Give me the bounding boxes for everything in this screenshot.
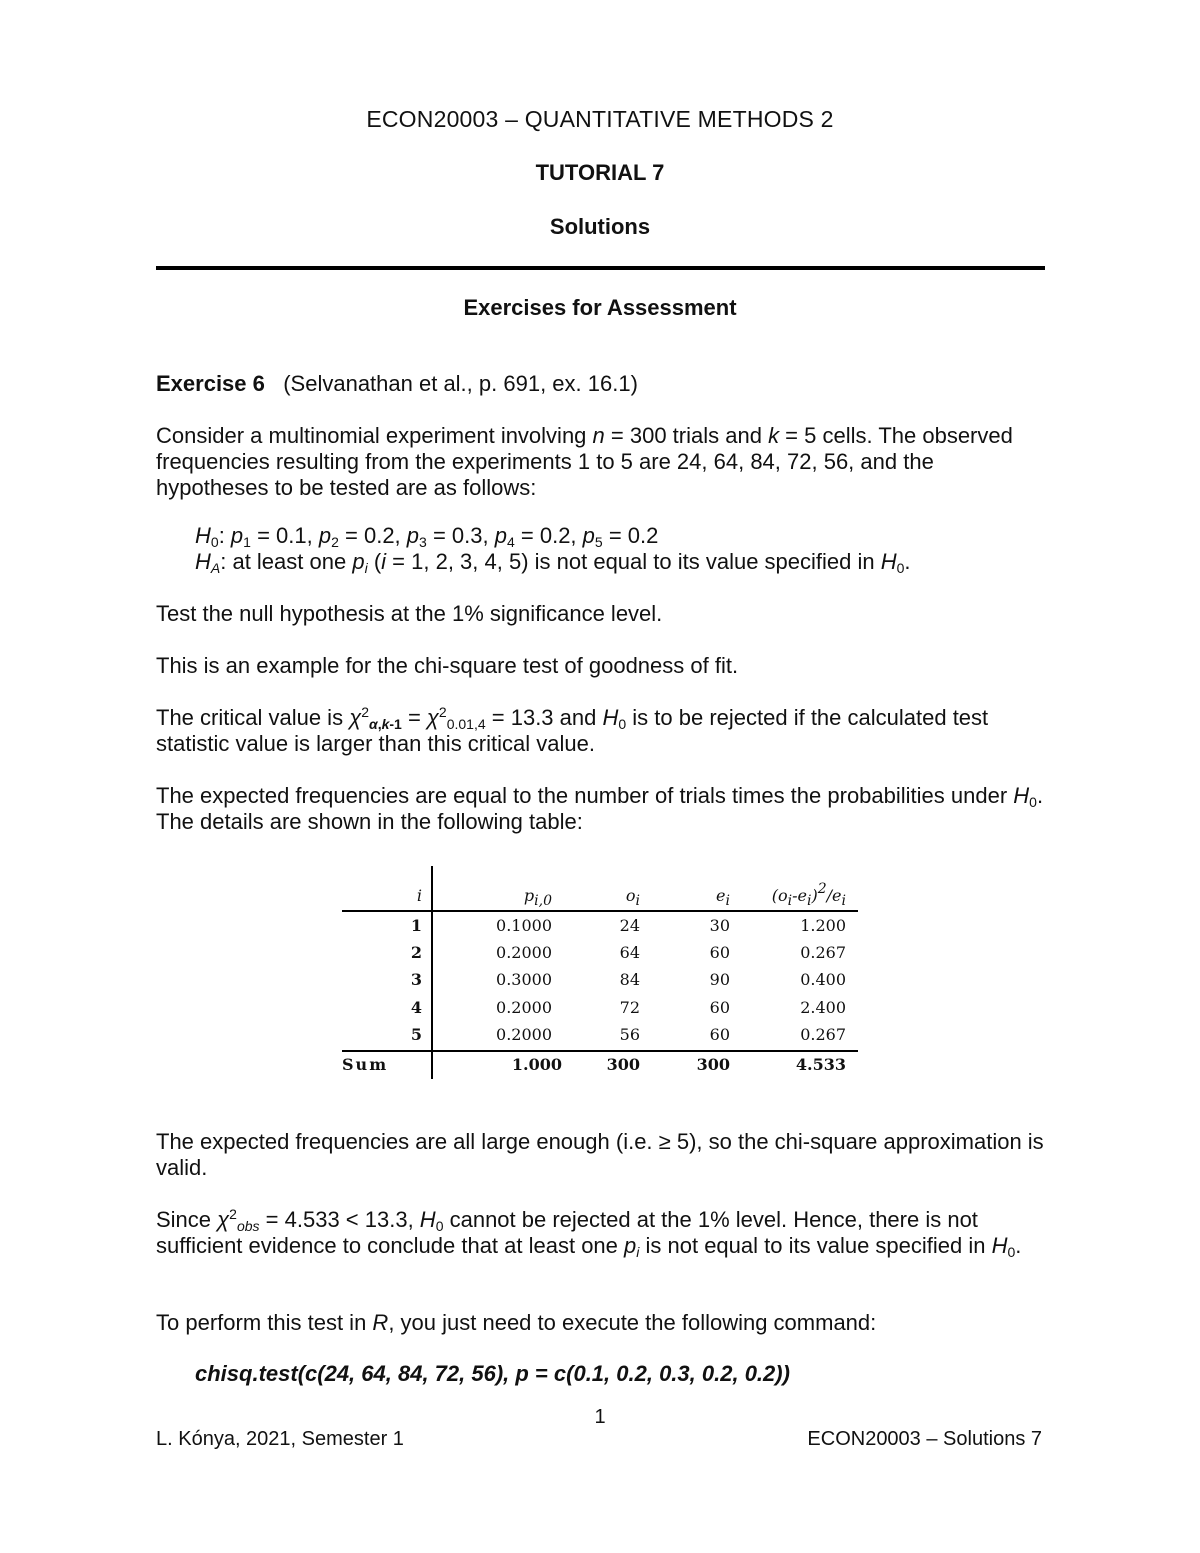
cell-chi-component: 2.400 xyxy=(800,998,846,1017)
cell-chi-component: 0.267 xyxy=(800,1025,846,1044)
significance-instruction: Test the null hypothesis at the 1% significance level. xyxy=(156,601,663,626)
conclusion-paragraph: Since $\chi^2_{obs} = 4.533 < 13.3$, $H_0$ cannot be rejected at the 1% level. Hence, there is not sufficient evidence to conclude that at least one $p_i$ is not equal to its value specified in $H_0$. xyxy=(156,1206,1022,1260)
r-command: chisq.test(c(24, 64, 84, 72, 56), p = c(0.1, 0.2, 0.3, 0.2, 0.2)) xyxy=(195,1361,790,1386)
sum-chi-component: 4.533 xyxy=(795,1055,846,1074)
sum-pi0: 1.000 xyxy=(511,1055,562,1074)
exercise-heading xyxy=(156,371,1046,397)
section-title: Exercises for Assessment xyxy=(463,295,737,320)
cell-i: 4 xyxy=(410,998,422,1017)
problem-statement: Consider a multinomial experiment involving n = 300 trials and k = 5 cells. The observed frequencies resulting from the experiments 1 to 5 are 24, 64, 84, 72, 56, and the hypotheses to be tested are as follows: xyxy=(156,423,1013,500)
cell-ei: 60 xyxy=(709,998,730,1017)
cell-oi: 24 xyxy=(619,916,640,935)
test-type-note: This is an example for the chi-square test of goodness of fit. xyxy=(156,653,739,678)
critical-value-paragraph: The critical value is $\chi^2_{\alpha,k-1} = \chi^2_{0.01,4} = 13.3$ and $H_0$ is to be rejected if the calculated test statistic value is larger than this critical value. xyxy=(156,704,989,756)
sum-oi: 300 xyxy=(606,1055,640,1074)
footer-author: L. Kónya, 2021, Semester 1 xyxy=(156,1428,404,1450)
alternative-hypothesis: $H_A$: at least one $p_i$ (i = 1, 2, 3, 4, 5) is not equal to its value specified in $H_0$. xyxy=(195,549,911,576)
table-row xyxy=(342,1025,858,1052)
null-hypothesis: $H_0$: $p_1 = 0.1$, $p_2 = 0.2$, $p_3 = 0.3$, $p_4 = 0.2$, $p_5 = 0.2$ xyxy=(195,523,659,550)
cell-i: 3 xyxy=(410,970,422,989)
table-row xyxy=(342,916,858,943)
cell-pi0: 0.2000 xyxy=(496,998,552,1017)
cell-oi: 56 xyxy=(619,1025,640,1044)
cell-pi0: 0.2000 xyxy=(496,943,552,962)
cell-oi: 64 xyxy=(619,943,640,962)
table-header-row xyxy=(342,881,858,913)
cell-ei: 30 xyxy=(709,916,730,935)
sum-ei: 300 xyxy=(696,1055,730,1074)
page-number: 1 xyxy=(594,1406,606,1428)
table-row xyxy=(342,970,858,997)
sum-label: Sum xyxy=(342,1055,389,1074)
header-i: i xyxy=(416,886,422,905)
cell-ei: 60 xyxy=(709,1025,730,1044)
cell-i: 1 xyxy=(410,916,422,935)
header-ei: $e_i$ xyxy=(716,886,730,909)
cell-oi: 72 xyxy=(619,998,640,1017)
r-instruction: To perform this test in R, you just need to execute the following command: xyxy=(156,1310,877,1335)
header-oi: $o_i$ xyxy=(625,886,640,909)
exercise-label: Exercise 6 xyxy=(156,371,265,396)
cell-pi0: 0.1000 xyxy=(496,916,552,935)
cell-ei: 90 xyxy=(709,970,730,989)
table-row xyxy=(342,943,858,970)
title-divider xyxy=(156,266,1045,270)
table-row xyxy=(342,998,858,1025)
cell-chi-component: 0.400 xyxy=(800,970,846,989)
expected-frequency-paragraph: The expected frequencies are equal to the number of trials times the probabilities under $H_0$. The details are shown in the following table: xyxy=(156,783,1044,834)
footer-course: ECON20003 – Solutions 7 xyxy=(807,1428,1042,1450)
cell-i: 2 xyxy=(410,943,422,962)
table-sum-row xyxy=(342,1055,858,1082)
header-chi-component: $(o_i-e_i)^2/e_i$ xyxy=(771,881,846,909)
cell-i: 5 xyxy=(410,1025,422,1044)
page-subtitle: Solutions xyxy=(549,214,651,239)
course-title: ECON20003 – QUANTITATIVE METHODS 2 xyxy=(366,106,834,132)
cell-chi-component: 1.200 xyxy=(800,916,846,935)
exercise-reference: (Selvanathan et al., p. 691, ex. 16.1) xyxy=(283,371,638,396)
cell-ei: 60 xyxy=(709,943,730,962)
header-pi0: $p_{i,0}$ xyxy=(523,886,552,909)
cell-pi0: 0.3000 xyxy=(496,970,552,989)
cell-pi0: 0.2000 xyxy=(496,1025,552,1044)
cell-chi-component: 0.267 xyxy=(800,943,846,962)
validity-paragraph: The expected frequencies are all large enough (i.e. ≥ 5), so the chi-square approximation is valid. xyxy=(156,1129,1044,1180)
tutorial-title: TUTORIAL 7 xyxy=(535,160,665,185)
cell-oi: 84 xyxy=(619,970,640,989)
